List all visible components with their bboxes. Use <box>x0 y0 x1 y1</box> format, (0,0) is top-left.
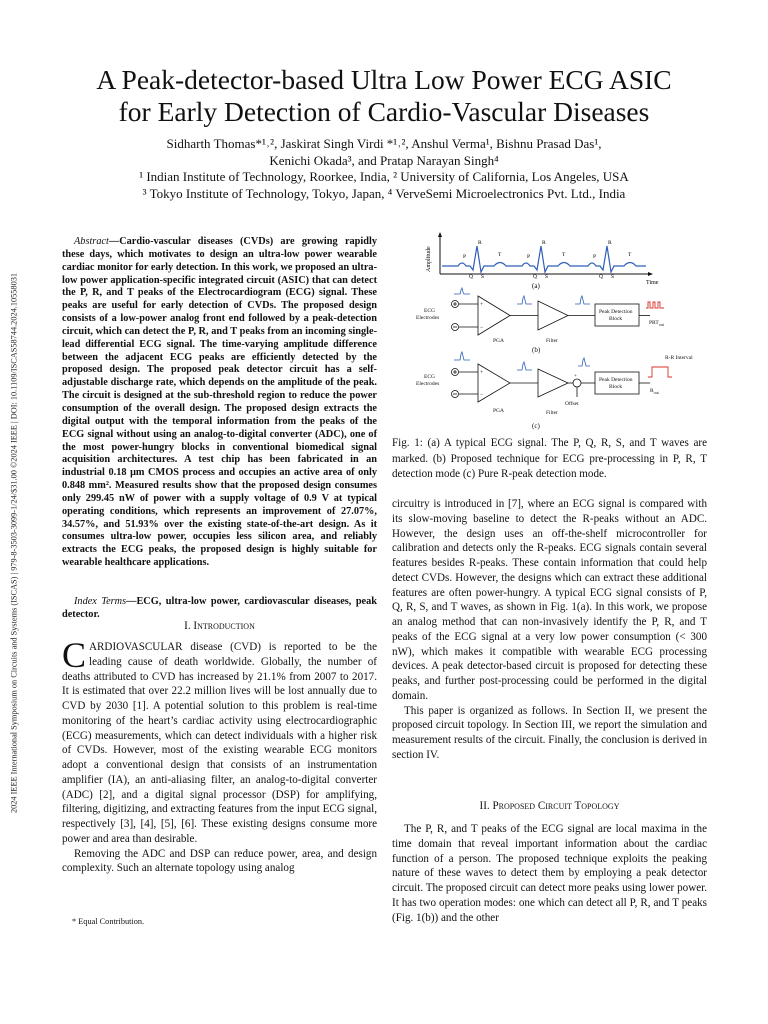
doi-text: 2024 IEEE International Symposium on Circuits and Systems (ISCAS) | 979-8-3503-3099-1/24/$31.00 ©2024 IEEE | DOI: 10.1109/ISCAS58744.2024.10558031 <box>9 272 19 814</box>
wave-label-r: R <box>478 240 482 246</box>
wave-label-r: R <box>542 240 546 246</box>
authors-line-1: Sidharth Thomas*¹˒², Jaskirat Singh Virdi *¹˒², Anshul Verma¹, Bishnu Prasad Das¹, <box>166 136 602 151</box>
section-2-number: II. <box>479 800 490 812</box>
author-block <box>0 136 768 202</box>
introduction-body <box>62 635 377 876</box>
peak-block-sub-b: Block <box>609 316 623 322</box>
panel-a-label: (a) <box>532 282 540 290</box>
figure-caption: Fig. 1: (a) A typical ECG signal. The P, Q, R, S, and T waves are marked. (b) Proposed technique for ECG pre-processing in P, R, T detection mode (c) Pure R-peak detection mode. <box>392 437 707 480</box>
wave-label-p: P <box>593 254 597 260</box>
panel-b-label: (b) <box>532 346 541 354</box>
r-digital-output <box>648 367 672 377</box>
peak-block-label-b: Peak Detection <box>599 309 633 315</box>
filter-label-b: Filter <box>546 338 558 344</box>
paper-title <box>0 64 768 128</box>
axis-xlabel: Time <box>646 280 659 286</box>
intro-p1-text: disease (CVD) is reported to be the leading cause of death worldwide. Globally, the number of deaths attributed to CVD has increased by 21.1% from 2007 to 2017. It is estimated that over 22.2 million lives will be lost annually due to CVD by 2030 [1]. A potential solution to this problem is real-time monitoring of the heart’s cardiac activity using electrocardiographic (ECG) measurements, which can detect individuals with a higher risk of CVDs. However, most of the existing wearable ECG monitors adopt a conventional design that consists of an instrumentation amplifier (IA), an anti-aliasing filter, an analog-to-digital converter (ADC) [2], and a digital signal processor (DSP) for amplifying, filtering, digitizing, and extracting features from the input ECG signal, respectively [3], [4], [5], [6]. These existing designs consume more power and area than desirable. <box>62 641 377 845</box>
panel-c-label: (c) <box>532 422 540 430</box>
pga-plus-c: + <box>480 370 484 376</box>
prt-digital-output <box>646 302 664 308</box>
pga-plus: + <box>480 302 484 308</box>
section-2-body <box>392 822 707 925</box>
index-terms-text: —ECG, ultra-low power, cardiovascular diseases, peak detector. <box>62 596 377 620</box>
intro-first-word: ARDIOVASCULAR <box>89 641 183 653</box>
r-out-label: $R_{out}$ <box>650 388 659 395</box>
electrodes-label-b: Electrodes <box>416 315 440 321</box>
pga-label-c: PGA <box>493 408 505 414</box>
section-heading-2 <box>392 800 707 812</box>
wave-label-p: P <box>463 254 467 260</box>
right-paragraph-3: The P, R, and T peaks of the ECG signal are local maxima in the time domain that reveal important information about the cardiac function of a person. The proposed technique exploits the peaking nature of these waves to detect them by employing a peak detector circuit. The proposed circuit can detect more peaks using lower power. It has two operation modes: one which can detect all P, R, and T peaks (Fig. 1(b)) and the other <box>392 823 707 924</box>
intro-paragraph-2: Removing the ADC and DSP can reduce power, area, and design complexity. Such an alternate topology using analog <box>62 847 377 875</box>
axis-ylabel: Amplitude <box>426 246 432 272</box>
section-2-title: Proposed Circuit Topology <box>492 800 620 812</box>
wave-label-q: Q <box>533 274 537 280</box>
ecg-label-c: ECG <box>424 374 435 380</box>
peak-block-label-c: Peak Detection <box>599 377 633 383</box>
pga-minus: − <box>480 325 484 331</box>
wave-label-p: P <box>527 254 531 260</box>
intro-paragraph-1 <box>62 635 377 847</box>
peak-detection-block-c <box>595 372 639 394</box>
wave-label-s: S <box>545 274 549 280</box>
drop-cap: C <box>62 635 87 675</box>
affiliation-line-2: ³ Tokyo Institute of Technology, Tokyo, Japan, ⁴ VerveSemi Microelectronics Pvt. Ltd., India <box>142 185 626 201</box>
side-doi-stamp <box>8 180 20 906</box>
index-terms <box>62 596 377 622</box>
panel-c <box>416 352 693 430</box>
wave-label-q: Q <box>469 274 473 280</box>
wave-label-r: R <box>608 240 612 246</box>
pga-label-b: PGA <box>493 338 505 344</box>
offset-label: Offset <box>565 401 579 407</box>
abstract-label: Abstract <box>74 236 109 247</box>
abstract-text: —Cardio-vascular diseases (CVDs) are growing rapidly these days, which motivates to design an ultra-low power wearable cardiac monitor for early detection. In this work, we proposed an ultra-low power application-specific integrated circuit (ASIC) that can detect the P, R, and T peaks of the Electrocardiogram (ECG) signal. These peaks are useful for early detection of CVDs. The proposed design consists of a low-power analog front end followed by a peak-detection circuit, which can detect the P, R, and T peaks from an incoming single-lead differential ECG signal. The time-varying amplitude difference between the adjacent ECG peaks are efficiently detected by the proposed design. The proposed peak detector circuit has a self-adjustable discharge rate, which depends on the amplitude of the peak. The circuit is designed at the sub-threshold region to reduce the power consumption of the overall design. The proposed design extracts the digital output with the temporal information from the peaks of the ECG signal without using an analog-to-digital converter (ADC), one of the most power-hungry blocks in conventional biomedical signal acquisition architectures. A test chip has been fabricated in an industrial 0.18 μm CMOS process and occupies an active area of only 0.848 mm². Measured results show that the proposed design consumes only 299.45 nW of power with a supply voltage of 0.9 V at typical operating conditions, which represents an improvement of 27.07%, 34.57%, and 51.93% over the existing state-of-the-art design. As it consumes ultra-low power, occupies less silicon area, and reliably extracts the ECG peaks, the proposed design is highly suitable for wearable healthcare applications. <box>62 236 377 569</box>
title-line-2: for Early Detection of Cardio-Vascular Diseases <box>118 96 650 127</box>
title-line-1: A Peak-detector-based Ultra Low Power ECG ASIC <box>96 64 672 95</box>
peak-detection-block-b <box>595 304 639 326</box>
filter-amplifier <box>538 301 568 330</box>
rr-interval-label: R-R Interval <box>665 355 693 361</box>
ecg-waveform <box>442 246 646 272</box>
wave-label-t: T <box>628 252 632 258</box>
figure-1 <box>410 232 700 432</box>
peak-block-sub-c: Block <box>609 384 623 390</box>
wave-label-s: S <box>611 274 615 280</box>
footnote: * Equal Contribution. <box>72 917 145 926</box>
electrodes-label-c: Electrodes <box>416 381 440 387</box>
right-column-body <box>392 497 707 763</box>
section-1-number: I. <box>184 620 191 632</box>
ecg-label-b: ECG <box>424 308 435 314</box>
abstract <box>62 236 377 570</box>
panel-a <box>426 232 659 290</box>
filter-amplifier-c <box>538 369 568 397</box>
affiliation-line-1: ¹ Indian Institute of Technology, Roorkee, India, ² University of California, Los Angeles, USA <box>139 169 629 184</box>
section-heading-1 <box>62 620 377 632</box>
pga-minus-c: − <box>480 392 484 398</box>
filter-label-c: Filter <box>546 410 558 416</box>
right-paragraph-1: circuitry is introduced in [7], where an ECG signal is compared with its slow-moving baseline to detect the R-peaks without an ADC. However, the design uses an off-the-shelf microcontroller for calibration and detects only the R-peaks. ECG signals contain several features besides R-peaks. These contain information that could help detect CVDs. However, the designs which can extract these additional features are often power-hungry. A typical ECG signal consists of P, Q, R, S, and T waves, as shown in Fig. 1(a). In this work, we propose an analog method that can non-invasively identify the P, R, and T peaks of the ECG signal at a very low power consumption (< 300 nW), which makes it compatible with wearable ECG processing devices. A peak detector-based circuit is proposed for detecting these peaks, and further post-processing could be performed in the digital domain. <box>392 498 707 702</box>
summer-plus: + <box>574 374 577 379</box>
wave-label-s: S <box>481 274 485 280</box>
panel-b <box>416 288 665 354</box>
wave-label-t: T <box>498 252 502 258</box>
prt-out-label: $PRT_{out}$ <box>649 320 664 327</box>
index-terms-label: Index Terms <box>74 596 127 607</box>
right-paragraph-2: This paper is organized as follows. In Section II, we present the proposed circuit topology. In Section III, we report the simulation and measurement results of the circuit. Finally, the conclusion is derived in section IV. <box>392 704 707 761</box>
authors-line-2: Kenichi Okada³, and Pratap Narayan Singh⁴ <box>269 152 499 168</box>
offset-summer <box>573 379 581 387</box>
section-1-title: Introduction <box>193 620 255 632</box>
wave-label-t: T <box>562 252 566 258</box>
wave-label-q: Q <box>599 274 603 280</box>
